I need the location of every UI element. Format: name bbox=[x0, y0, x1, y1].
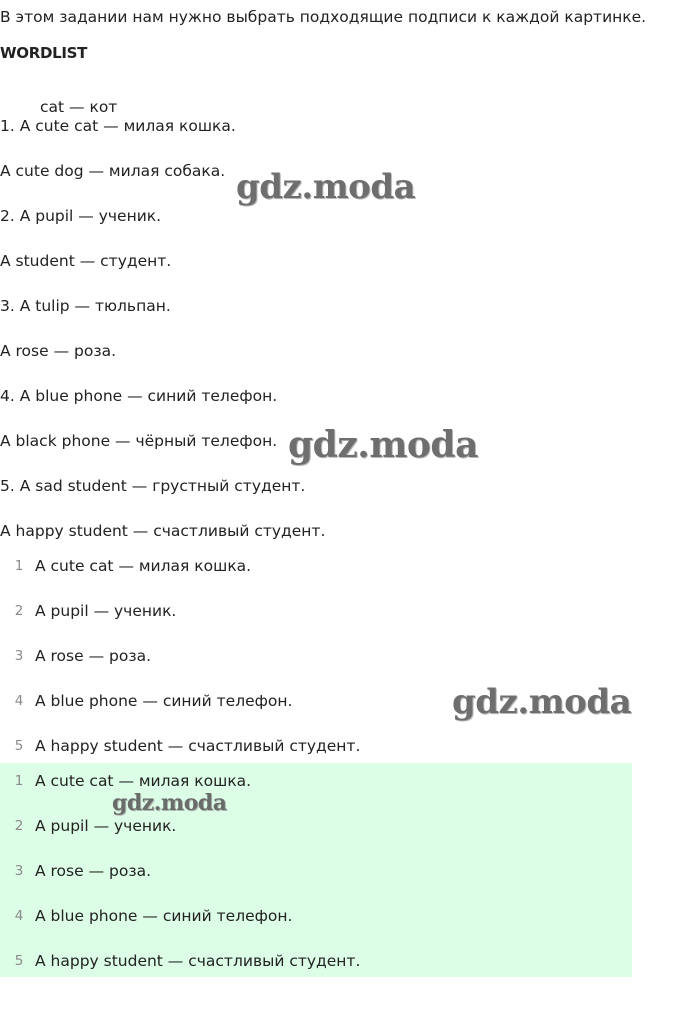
item-text: A pupil — ученик. bbox=[35, 602, 177, 620]
pair-line: A cute dog — милая собака. bbox=[0, 162, 226, 180]
item-text: A happy student — счастливый студент. bbox=[35, 952, 361, 970]
pair-line: A rose — роза. bbox=[0, 342, 117, 360]
item-number: 5 bbox=[14, 953, 24, 969]
pair-line: 3. A tulip — тюльпан. bbox=[0, 297, 171, 315]
partial-line: cat — кот bbox=[40, 98, 118, 116]
watermark: gdz.moda bbox=[236, 167, 416, 207]
item-number: 2 bbox=[14, 818, 24, 834]
item-number: 2 bbox=[14, 603, 24, 619]
item-text: A cute cat — милая кошка. bbox=[35, 772, 252, 790]
item-number: 3 bbox=[14, 648, 24, 664]
item-number: 4 bbox=[14, 693, 24, 709]
pair-line: A student — студент. bbox=[0, 252, 172, 270]
item-text: A cute cat — милая кошка. bbox=[35, 557, 252, 575]
pair-line: A happy student — счастливый студент. bbox=[0, 522, 326, 540]
pair-line: 4. A blue phone — синий телефон. bbox=[0, 387, 278, 405]
intro-text: В этом задании нам нужно выбрать подходящие подписи к каждой картинке. bbox=[0, 8, 647, 26]
item-text: A blue phone — синий телефон. bbox=[35, 907, 293, 925]
watermark: gdz.moda bbox=[452, 682, 632, 722]
item-number: 1 bbox=[14, 773, 24, 789]
item-text: A rose — роза. bbox=[35, 647, 152, 665]
watermark: gdz.moda bbox=[288, 424, 478, 466]
pair-line: 2. A pupil — ученик. bbox=[0, 207, 162, 225]
pair-line: 5. A sad student — грустный студент. bbox=[0, 477, 306, 495]
item-number: 1 bbox=[14, 558, 24, 574]
item-number: 4 bbox=[14, 908, 24, 924]
pair-line: 1. A cute cat — милая кошка. bbox=[0, 117, 236, 135]
item-text: A pupil — ученик. bbox=[35, 817, 177, 835]
item-text: A blue phone — синий телефон. bbox=[35, 692, 293, 710]
item-number: 3 bbox=[14, 863, 24, 879]
item-number: 5 bbox=[14, 738, 24, 754]
item-text: A happy student — счастливый студент. bbox=[35, 737, 361, 755]
wordlist-heading: WORDLIST bbox=[0, 44, 88, 62]
pair-line: A black phone — чёрный телефон. bbox=[0, 432, 278, 450]
item-text: A rose — роза. bbox=[35, 862, 152, 880]
watermark: gdz.moda bbox=[112, 790, 227, 816]
